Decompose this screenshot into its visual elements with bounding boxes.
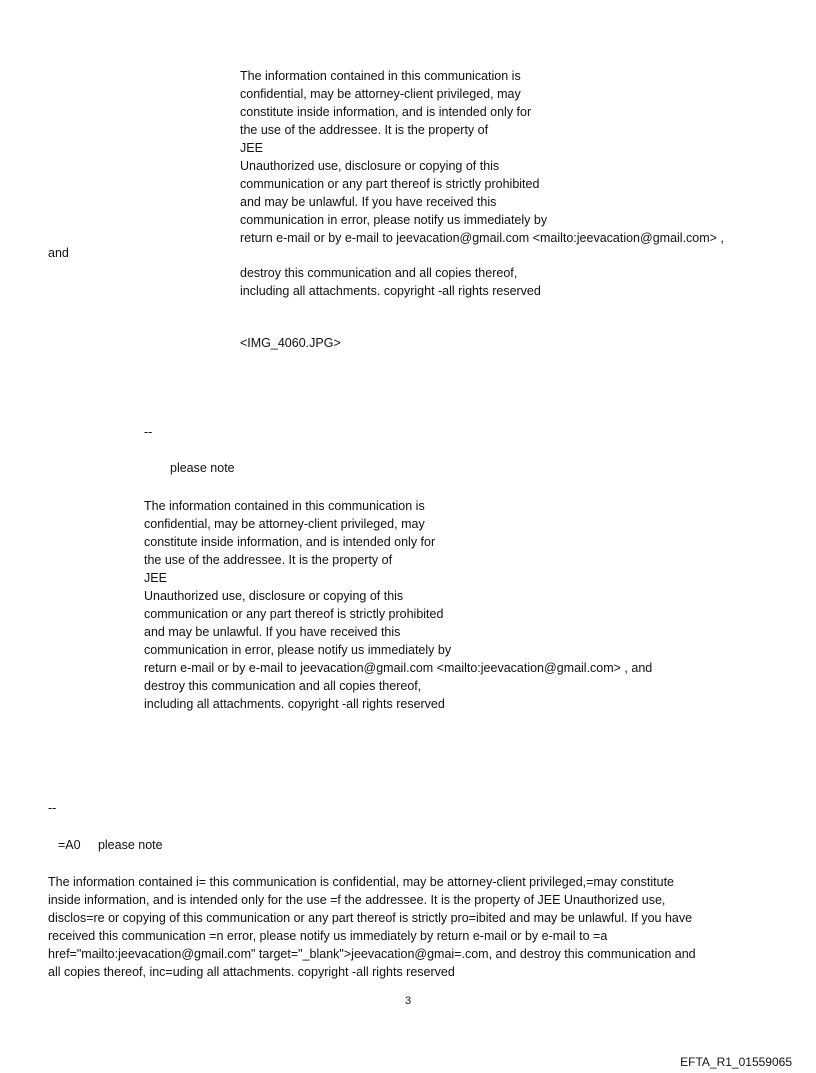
- note-heading: =A0 please note: [58, 838, 163, 852]
- disclaimer-line: The information contained in this communication is: [240, 69, 521, 83]
- disclaimer-line: received this communication =n error, please notify us immediately by return e-mail or by e-mail to =a: [48, 929, 608, 943]
- disclaimer-line: disclos=re or copying of this communication or any part thereof is strictly pro=ibited and may be unlawful. If you have: [48, 911, 693, 925]
- disclaimer-line: all copies thereof, inc=uding all attachments. copyright -all rights reserved: [48, 965, 455, 979]
- disclaimer-line: the use of the addressee. It is the property of: [240, 123, 489, 137]
- document-id: EFTA_R1_01559065: [680, 1055, 792, 1069]
- disclaimer-line: communication or any part thereof is strictly prohibited: [144, 607, 444, 621]
- disclaimer-line: return e-mail or by e-mail to jeevacation@gmail.com <mailto:jeevacation@gmail.com> , and: [144, 661, 653, 675]
- disclaimer-line: including all attachments. copyright -all rights reserved: [240, 284, 541, 298]
- disclaimer-line: including all attachments. copyright -all rights reserved: [144, 697, 445, 711]
- disclaimer-line: the use of the addressee. It is the property of: [144, 553, 393, 567]
- attachment-reference: <IMG_4060.JPG>: [240, 336, 341, 350]
- disclaimer-line: communication or any part thereof is strictly prohibited: [240, 177, 540, 191]
- disclaimer-line: destroy this communication and all copies thereof,: [144, 679, 422, 693]
- disclaimer-line: Unauthorized use, disclosure or copying of this: [240, 159, 500, 173]
- disclaimer-line: return e-mail or by e-mail to jeevacation@gmail.com <mailto:jeevacation@gmail.com> ,: [240, 231, 724, 245]
- quoted-disclaimer-1-tail: [240, 264, 541, 300]
- disclaimer-line: communication in error, please notify us immediately by: [240, 213, 548, 227]
- quoted-disclaimer-3: [48, 873, 768, 981]
- disclaimer-line: The information contained in this communication is: [144, 499, 425, 513]
- disclaimer-line: constitute inside information, and is intended only for: [240, 105, 532, 119]
- disclaimer-line: and may be unlawful. If you have received this: [240, 195, 497, 209]
- disclaimer-line: confidential, may be attorney-client privileged, may: [240, 87, 521, 101]
- disclaimer-line: and may be unlawful. If you have received this: [144, 625, 401, 639]
- page-number: 3: [404, 995, 412, 1007]
- disclaimer-line: communication in error, please notify us immediately by: [144, 643, 452, 657]
- disclaimer-line: Unauthorized use, disclosure or copying of this: [144, 589, 404, 603]
- quoted-disclaimer-2: [144, 497, 652, 713]
- signature-separator: --: [144, 425, 153, 439]
- disclaimer-line: JEE: [144, 571, 167, 585]
- disclaimer-line: The information contained i= this communication is confidential, may be attorney-client privileged,=may constitute: [48, 875, 675, 889]
- disclaimer-line: inside information, and is intended only for the use =f the addressee. It is the property of JEE Unauthorized use,: [48, 893, 666, 907]
- wrapped-word: and: [48, 246, 69, 260]
- disclaimer-line: href="mailto:jeevacation@gmail.com" target="_blank">jeevacation@gmai=.com, and destroy this communication and: [48, 947, 696, 961]
- disclaimer-line: destroy this communication and all copies thereof,: [240, 266, 518, 280]
- note-heading: please note: [170, 461, 235, 475]
- disclaimer-line: constitute inside information, and is intended only for: [144, 535, 436, 549]
- disclaimer-line: confidential, may be attorney-client privileged, may: [144, 517, 425, 531]
- disclaimer-line: JEE: [240, 141, 263, 155]
- signature-separator: --: [48, 801, 57, 815]
- quoted-disclaimer-1: [240, 67, 724, 247]
